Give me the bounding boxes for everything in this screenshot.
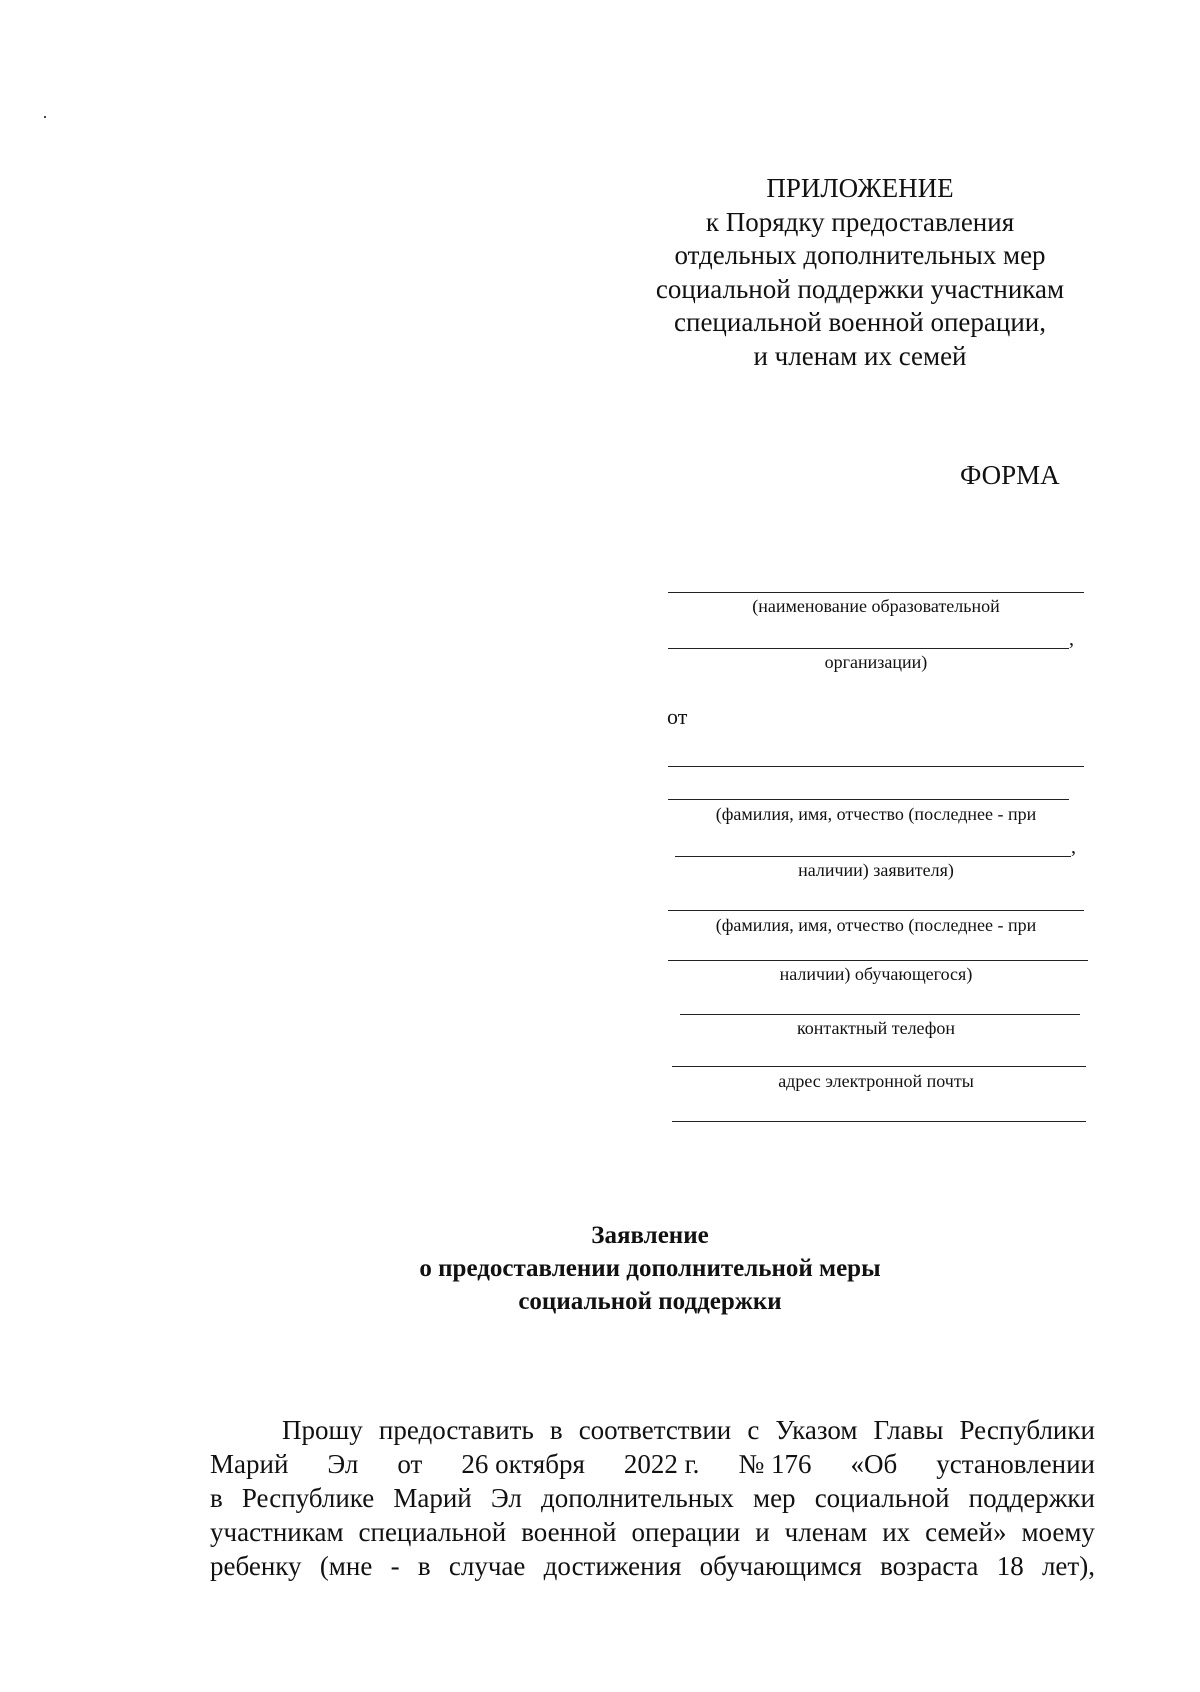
word: дополнительных	[540, 1483, 734, 1513]
word: предоставить	[378, 1415, 534, 1445]
word: «Об	[850, 1449, 898, 1479]
word: установлении	[936, 1449, 1095, 1479]
word: военной	[521, 1517, 617, 1547]
email-line-2[interactable]	[672, 1121, 1086, 1122]
word: социальной	[814, 1483, 950, 1513]
word: (мне	[319, 1551, 373, 1581]
word: Марий	[393, 1483, 472, 1513]
appendix-line: к Порядку предоставления	[705, 206, 1015, 237]
body-line-1	[210, 1413, 1095, 1447]
appendix-line: и членам их семей	[753, 340, 967, 371]
word: их	[882, 1517, 911, 1547]
title-line: социальной поддержки	[518, 1288, 782, 1315]
word: от	[397, 1449, 423, 1479]
word: 26 октября	[461, 1449, 585, 1479]
student-line-1[interactable]	[668, 910, 1084, 911]
word: Прошу	[282, 1415, 363, 1445]
student-caption-2: наличии) обучающегося)	[779, 964, 973, 984]
word: моему	[1021, 1517, 1095, 1547]
word: операции	[631, 1517, 741, 1547]
word: Марий	[210, 1449, 289, 1479]
document-title	[300, 1219, 1000, 1318]
word: членам	[784, 1517, 868, 1547]
student-caption-1: (фамилия, имя, отчество (последнее - при	[715, 915, 1037, 935]
word: обучающимся	[699, 1551, 862, 1581]
word: Республики	[959, 1415, 1095, 1445]
appendix-line: ПРИЛОЖЕНИЕ	[766, 173, 954, 203]
word: 18	[996, 1551, 1024, 1581]
scan-speck	[44, 116, 46, 118]
body-line-4	[210, 1515, 1095, 1549]
org-caption-2: организации)	[824, 652, 928, 672]
org-name-line-2[interactable]	[668, 648, 1069, 649]
appendix-line: специальной военной операции,	[674, 307, 1046, 337]
word: Главы	[873, 1415, 944, 1445]
applicant-line-3[interactable]	[675, 856, 1071, 857]
org-caption-1: (наименование образовательной	[752, 596, 1000, 616]
word: Эл	[490, 1483, 522, 1513]
word: специальной	[358, 1517, 507, 1547]
body-line-5	[210, 1549, 1095, 1583]
applicant-caption-1: (фамилия, имя, отчество (последнее - при	[715, 804, 1037, 824]
org-name-line-1[interactable]	[668, 592, 1084, 593]
phone-caption: контактный телефон	[796, 1018, 956, 1038]
word: 2022 г.	[623, 1449, 700, 1479]
word: Указом	[775, 1415, 858, 1445]
word: в	[549, 1415, 563, 1445]
word: в	[417, 1551, 431, 1581]
title-line: о предоставлении дополнительной меры	[419, 1255, 881, 1282]
word: в	[210, 1483, 223, 1513]
word: ребенку	[210, 1551, 302, 1581]
word: поддержки	[968, 1483, 1095, 1513]
applicant-comma: ,	[1071, 836, 1076, 858]
email-caption: адрес электронной почты	[778, 1071, 974, 1091]
form-label: ФОРМА	[960, 460, 1060, 490]
applicant-caption-2: наличии) заявителя)	[798, 860, 954, 880]
word: № 176	[738, 1449, 812, 1479]
body-paragraph	[210, 1413, 1095, 1583]
student-line-2[interactable]	[668, 960, 1088, 961]
appendix-line: социальной поддержки участникам	[655, 273, 1065, 304]
word: соответствии	[578, 1415, 732, 1445]
applicant-line-1[interactable]	[668, 766, 1084, 767]
word: -	[390, 1551, 400, 1581]
appendix-line: отдельных дополнительных мер	[674, 240, 1046, 270]
applicant-line-2[interactable]	[668, 799, 1069, 800]
email-line-1[interactable]	[672, 1066, 1086, 1067]
body-line-2	[210, 1447, 1095, 1481]
word: семей»	[925, 1517, 1007, 1547]
word: участникам	[210, 1517, 344, 1547]
word: и	[755, 1517, 770, 1547]
word: мер	[752, 1483, 796, 1513]
word: Эл	[327, 1449, 359, 1479]
title-line: Заявление	[591, 1222, 709, 1249]
body-line-3	[210, 1481, 1095, 1515]
appendix-header	[620, 172, 1100, 373]
from-label: от	[667, 704, 688, 729]
word: достижения	[543, 1551, 682, 1581]
word: с	[747, 1415, 760, 1445]
phone-line[interactable]	[680, 1014, 1080, 1015]
word: случае	[448, 1551, 526, 1581]
word: лет),	[1041, 1551, 1095, 1581]
word: Республике	[241, 1483, 375, 1513]
org-comma: ,	[1069, 628, 1074, 650]
word: возраста	[880, 1551, 979, 1581]
